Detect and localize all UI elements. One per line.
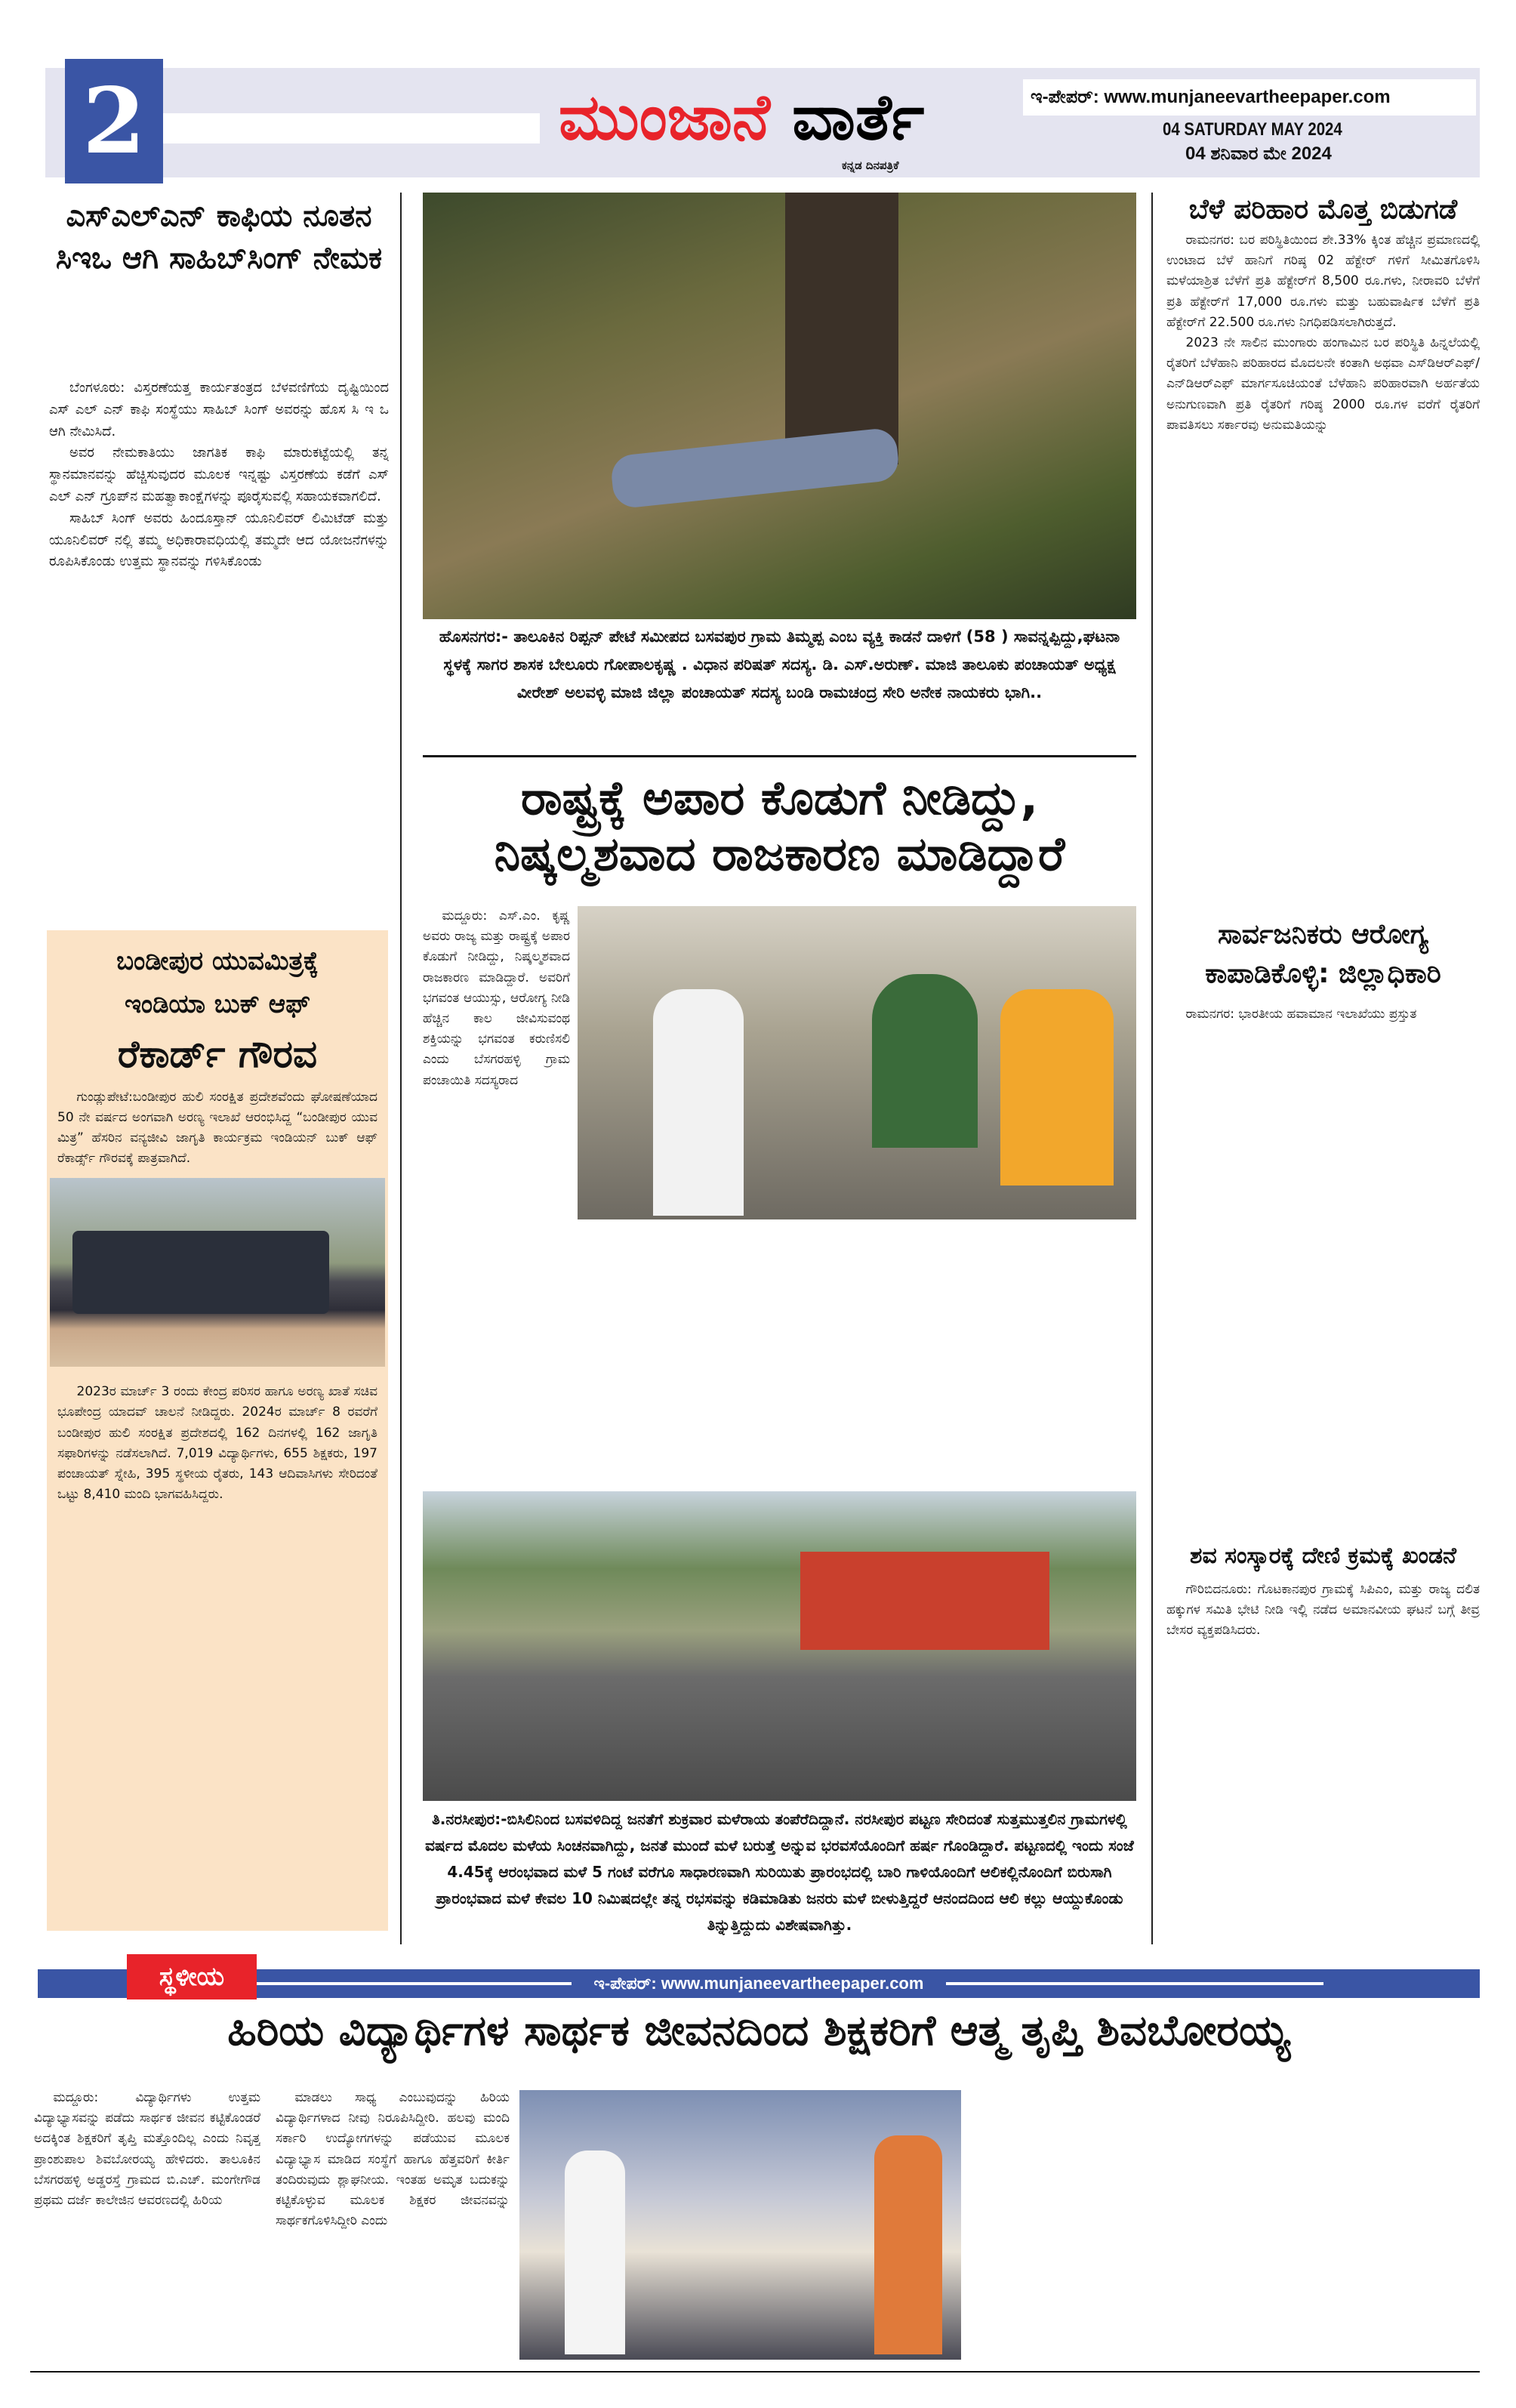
cremation-body <box>1166 1580 1480 1935</box>
bottom-headline: ಹಿರಿಯ ವಿದ್ಯಾರ್ಥಿಗಳ ಸಾರ್ಥಕ ಜೀವನದಿಂದ ಶಿಕ್ಷಕರಿಗೆ ಆತ್ಮ ತೃಪ್ತಿ ಶಿವಬೋರಯ್ಯ <box>227 2006 1290 2055</box>
date-english: 04 SATURDAY MAY 2024 <box>1163 119 1342 140</box>
truck-shape <box>800 1552 1049 1650</box>
bottom-col4 <box>1234 2088 1480 2367</box>
header-white-strip <box>162 113 540 143</box>
bandipur-headline-1: ಬಂಡೀಪುರ ಯುವಮಿತ್ರಕ್ಕೆ <box>116 946 319 976</box>
shrine-garland <box>872 974 978 1148</box>
accident-caption: ಹೊಸನಗರ:- ತಾಲೂಕಿನ ರಿಪ್ಪನ್ ಪೇಟೆ ಸಮೀಪದ ಬಸವಪುರ ಗ್ರಾಮ ತಿಮ್ಮಪ್ಪ ಎಂಬ ವ್ಯಕ್ತಿ ಕಾಡನೆ ದಾಳಿಗೆ (58 ) ಸಾವನ್ನಪ್ಪಿದ್ದು,ಘಟನಾ ಸ್ಥಳಕ್ಕೆ ಸಾಗರ ಶಾಸಕ ಬೇಲೂರು ಗೋಪಾಲಕೃಷ್ಣ . ವಿಧಾನ ಪರಿಷತ್ ಸದಸ್ಯ. ಡಿ. ಎಸ್.ಅರುಣ್. ಮಾಜಿ ತಾಲೂಕು ಪಂಚಾಯತ್ ಅಧ್ಯಕ್ಷ ವೀರೇಶ್ ಅಲವಳ್ಳಿ ಮಾಜಿ ಜಿಲ್ಲಾ ಪಂಚಾಯತ್ ಸದಸ್ಯ ಬಂಡಿ ರಾಮಚಂದ್ರ ಸೇರಿ ಅನೇಕ ನಾಯಕರು ಭಾಗಿ.. <box>439 627 1120 701</box>
page-bottom-rule <box>30 2371 1480 2373</box>
bottom-event-photo <box>519 2090 961 2360</box>
sln-paragraph: ಸಾಹಿಬ್ ಸಿಂಗ್ ಅವರು ಹಿಂದೂಸ್ತಾನ್ ಯೂನಿಲಿವರ್ ಲಿಮಿಟೆಡ್ ಮತ್ತು ಯೂನಿಲಿವರ್ ನಲ್ಲಿ ತಮ್ಮ ಅಧಿಕಾರಾವಧಿಯಲ್ಲಿ ತಮ್ಮದೇ ಆದ ಯೋಜನೆಗಳನ್ನು ರೂಪಿಸಿಕೊಂಡು ಉತ್ತಮ ಸ್ಥಾನವನ್ನು ಗಳಿಸಿಕೊಂಡು <box>49 510 389 570</box>
sln-paragraph: ಬೆಂಗಳೂರು: ವಿಸ್ತರಣೆಯತ್ತ ಕಾರ್ಯತಂತ್ರದ ಬೆಳವಣಿಗೆಯ ದೃಷ್ಟಿಯಿಂದ ಎಸ್ ಎಲ್ ಎನ್ ಕಾಫಿ ಸಂಸ್ಥೆಯು ಸಾಹಿಬ್ ಸಿಂಗ್ ಅವರನ್ನು ಹೊಸ ಸಿ ಇ ಒ ಆಗಿ ನೇಮಿಸಿದೆ. <box>49 380 389 439</box>
divider <box>423 755 1136 757</box>
section-tag: ಸ್ಥಳೀಯ <box>127 1954 257 1999</box>
bandipur-body <box>47 1367 388 1520</box>
bus-shape <box>72 1231 329 1314</box>
masthead-logo <box>559 76 1012 159</box>
crop-paragraph: ರಾಮನಗರ: ಬರ ಪರಿಸ್ಥಿತಿಯಿಂದ ಶೇ.33% ಕ್ಕಿಂತ ಹೆಚ್ಚಿನ ಪ್ರಮಾಣದಲ್ಲಿ ಉಂಟಾದ ಬೆಳೆ ಹಾನಿಗೆ ಗರಿಷ್ಠ 02 ಹೆಕ್ಟೇರ್ ಗಳಿಗೆ ಸೀಮಿತಗೊಳಿಸಿ ಮಳೆಯಾಶ್ರಿತ ಬೆಳೆಗೆ ಪ್ರತಿ ಹೆಕ್ಟೇರ್‌ಗೆ 8,500 ರೂ.ಗಳು, ನೀರಾವರಿ ಬೆಳೆಗೆ ಪ್ರತಿ ಹೆಕ್ಟೇರ್‌ಗೆ 17,000 ರೂ.ಗಳು ಮತ್ತು ಬಹುವಾರ್ಷಿಕ ಬೆಳೆಗೆ ಪ್ರತಿ ಹೆಕ್ಟೇರ್‌ಗೆ 22.500 ರೂ.ಗಳು ನಿಗಧಿಪಡಿಸಲಾಗಿರುತ್ತದೆ. <box>1166 233 1480 330</box>
cremation-headline: ಶವ ಸಂಸ್ಕಾರಕ್ಕೆ ದೇಣಿ ಕ್ರಮಕ್ಕೆ ಖಂಡನೆ <box>1190 1543 1456 1569</box>
smk-headline-2: ನಿಷ್ಕಲ್ಮಶವಾದ ರಾಜಕಾರಣ ಮಾಡಿದ್ದಾರೆ <box>494 826 1065 882</box>
health-body <box>1166 1004 1480 1533</box>
band-epaper-link[interactable]: ಇ-ಪೇಪರ್: www.munjaneevartheepaper.com <box>593 1974 924 1993</box>
masthead-tagline: ಕನ್ನಡ ದಿನಪತ್ರಿಕೆ <box>842 159 899 172</box>
crop-body <box>1166 230 1480 906</box>
column-divider <box>400 193 402 1944</box>
person-figure <box>565 2151 625 2354</box>
bandipur-headline-2: ಇಂಡಿಯಾ ಬುಕ್ ಆಫ್ <box>124 988 311 1019</box>
masthead-part1: ಮುಂಜಾನೆ <box>559 80 770 154</box>
smk-headline-1: ರಾಷ್ಟ್ರಕ್ಕೆ ಅಪಾರ ಕೊಡುಗೆ ನೀಡಿದ್ದು, <box>521 770 1038 825</box>
person-figure <box>653 989 744 1216</box>
person-figure <box>874 2135 942 2354</box>
date-kannada: 04 ಶನಿವಾರ ಮೇ 2024 <box>1185 143 1332 164</box>
tree-trunk <box>785 193 898 464</box>
bandipur-bus-photo <box>50 1178 385 1367</box>
sln-paragraph: ಅವರ ನೇಮಕಾತಿಯು ಜಾಗತಿಕ ಕಾಫಿ ಮಾರುಕಟ್ಟೆಯಲ್ಲಿ ತನ್ನ ಸ್ಥಾನಮಾನವನ್ನು ಹೆಚ್ಚಿಸುವುದರ ಮೂಲಕ ಇನ್ನಷ್ಟು ವಿಸ್ತರಣೆಯ ಕಡೆಗೆ ಎಸ್ ಎಲ್ ಎನ್ ಗ್ರೂಪ್‌ನ ಮಹತ್ವಾಕಾಂಕ್ಷೆಗಳನ್ನು ಪೂರೈಸುವಲ್ಲಿ ಸಹಾಯಕವಾಗಲಿದೆ. <box>49 445 389 504</box>
page-number: 2 <box>65 59 163 183</box>
bandipur-lead-text: ಗುಂಡ್ಲುಪೇಟೆ:ಬಂಡೀಪುರ ಹುಲಿ ಸಂರಕ್ಷಿತ ಪ್ರದೇಶವೆಂದು ಘೋಷಣೆಯಾದ 50 ನೇ ವರ್ಷದ ಅಂಗವಾಗಿ ಅರಣ್ಯ ಇಲಾಖೆ ಆರಂಭಿಸಿದ್ದ “ಬಂಡೀಪುರ ಯುವ ಮಿತ್ರ” ಹೆಸರಿನ ವನ್ಯಜೀವಿ ಜಾಗೃತಿ ಕಾರ್ಯಕ್ರಮ ಇಂಡಿಯನ್ ಬುಕ್ ಆಫ್ ರೆಕಾರ್ಡ್ಸ್ ಗೌರವಕ್ಕೆ ಪಾತ್ರವಾಗಿದೆ. <box>57 1089 377 1167</box>
bandipur-box <box>47 930 388 1931</box>
band-line <box>946 1982 1323 1985</box>
smk-lead: ಮದ್ದೂರು: ಎಸ್.ಎಂ. ಕೃಷ್ಣ ಅವರು ರಾಜ್ಯ ಮತ್ತು ರಾಷ್ಟ್ರಕ್ಕೆ ಅಪಾರ ಕೊಡುಗೆ ನೀಡಿದ್ದು, ನಿಷ್ಕಲ್ಮಶವಾದ ರಾಜಕಾರಣ ಮಾಡಿದ್ದಾರೆ. ಅವರಿಗೆ ಭಗವಂತ ಆಯುಸ್ಸು, ಆರೋಗ್ಯ ನೀಡಿ ಹೆಚ್ಚಿನ ಕಾಲ ಜೀವಿಸುವಂಥ ಶಕ್ತಿಯನ್ನು ಭಗವಂತ ಕರುಣಿಸಲಿ ಎಂದು ಬೆಸಗರಹಳ್ಳಿ ಗ್ರಾಮ ಪಂಚಾಯಿತಿ ಸದಸ್ಯರಾದ <box>423 908 570 1088</box>
cremation-lead: ಗೌರಿಬಿದನೂರು: ಗೊಟಕಾನಪುರ ಗ್ರಾಮಕ್ಕೆ ಸಿಪಿಎಂ, ಮತ್ತು ರಾಜ್ಯ ದಲಿತ ಹಕ್ಕುಗಳ ಸಮಿತಿ ಭೇಟಿ ನೀಡಿ ಇಲ್ಲಿ ನಡೆದ ಅಮಾನವೀಯ ಘಟನೆ ಬಗ್ಗೆ ತೀವ್ರ ಬೇಸರ ವ್ಯಕ್ತಪಡಿಸಿದರು. <box>1166 1582 1480 1639</box>
accident-site-photo <box>423 193 1136 619</box>
bandipur-body-text: 2023ರ ಮಾರ್ಚ್ 3 ರಂದು ಕೇಂದ್ರ ಪರಿಸರ ಹಾಗೂ ಅರಣ್ಯ ಖಾತೆ ಸಚಿವ ಭೂಪೇಂದ್ರ ಯಾದವ್ ಚಾಲನೆ ನೀಡಿದ್ದರು. 2024ರ ಮಾರ್ಚ್ 8 ರವರೆಗೆ ಬಂಡೀಪುರ ಹುಲಿ ಸಂರಕ್ಷಿತ ಪ್ರದೇಶದಲ್ಲಿ 162 ದಿನಗಳಲ್ಲಿ 162 ಜಾಗೃತಿ ಸಫಾರಿಗಳನ್ನು ನಡೆಸಲಾಗಿದೆ. 7,019 ವಿದ್ಯಾರ್ಥಿಗಳು, 655 ಶಿಕ್ಷಕರು, 197 ಪಂಚಾಯತ್ ಸ್ನೇಹಿ, 395 ಸ್ಥಳೀಯ ರೈತರು, 143 ಆದಿವಾಸಿಗಳು ಸೇರಿದಂತೆ ಒಟ್ಟು 8,410 ಮಂದಿ ಭಾಗವಹಿಸಿದ್ದರು. <box>57 1384 377 1503</box>
bottom-col1-text: ಮದ್ದೂರು: ವಿದ್ಯಾರ್ಥಿಗಳು ಉತ್ತಮ ವಿದ್ಯಾಭ್ಯಾಸವನ್ನು ಪಡೆದು ಸಾರ್ಥಕ ಜೀವನ ಕಟ್ಟಿಕೊಂಡರೆ ಅದಕ್ಕಿಂತ ಶಿಕ್ಷಕರಿಗೆ ತೃಪ್ತಿ ಮತ್ತೊಂದಿಲ್ಲ ಎಂದು ನಿವೃತ್ತ ಪ್ರಾಂಶುಪಾಲ ಶಿವಬೋರಯ್ಯ ಹೇಳಿದರು. ತಾಲೂಕಿನ ಬೆಸಗರಹಳ್ಳಿ ಅಡ್ಡರಸ್ತೆ ಗ್ರಾಮದ ಬಿ.ಎಚ್. ಮಂಗೇಗೌಡ ಪ್ರಥಮ ದರ್ಜೆ ಕಾಲೇಜಿನ ಆವರಣದಲ್ಲಿ ಹಿರಿಯ <box>34 2090 260 2208</box>
person-figure <box>609 427 900 509</box>
epaper-link[interactable]: ಇ-ಪೇಪರ್: www.munjaneevartheepaper.com <box>1023 79 1476 116</box>
bottom-col2-text: ಮಾಡಲು ಸಾಧ್ಯ ಎಂಬುವುದನ್ನು ಹಿರಿಯ ವಿದ್ಯಾರ್ಥಿಗಳಾದ ನೀವು ನಿರೂಪಿಸಿದ್ದೀರಿ. ಹಲವು ಮಂದಿ ಸರ್ಕಾರಿ ಉದ್ಯೋಗಗಳನ್ನು ಪಡೆಯುವ ಮೂಲಕ ವಿದ್ಯಾಭ್ಯಾಸ ಮಾಡಿದ ಸಂಸ್ಥೆಗೆ ಹಾಗೂ ಹೆತ್ತವರಿಗೆ ಕೀರ್ತಿ ತಂದಿರುವುದು ಶ್ಲಾಘನೀಯ. ಇಂತಹ ಅಮೃತ ಬದುಕನ್ನು ಕಟ್ಟಿಕೊಳ್ಳುವ ಮೂಲಕ ಶಿಕ್ಷಕರ ಜೀವನವನ್ನು ಸಾರ್ಥಕಗೊಳಿಸಿದ್ದೀರಿ ಎಂದು <box>276 2090 510 2229</box>
smk-headline <box>423 770 1136 883</box>
crop-headline: ಬೆಳೆ ಪರಿಹಾರ ಮೊತ್ತ ಬಿಡುಗಡೆ <box>1188 194 1458 225</box>
person-figure <box>1000 989 1114 1186</box>
bottom-col2 <box>276 2088 510 2367</box>
sln-headline: ಎಸ್‌ಎಲ್‌ಎನ್ ಕಾಫಿಯ ನೂತನ ಸಿಇಒ ಆಗಿ ಸಾಹಿಬ್‌ಸಿಂಗ್ ನೇಮಕ <box>55 199 383 276</box>
rain-caption: ತಿ.ನರಸೀಪುರ:-ಬಿಸಿಲಿನಿಂದ ಬಸವಳಿದಿದ್ದ ಜನತೆಗೆ ಶುಕ್ರವಾರ ಮಳೆರಾಯ ತಂಪೆರೆದಿದ್ದಾನೆ. ನರಸೀಪುರ ಪಟ್ಟಣ ಸೇರಿದಂತೆ ಸುತ್ತಮುತ್ತಲಿನ ಗ್ರಾಮಗಳಲ್ಲಿ ವರ್ಷದ ಮೊದಲ ಮಳೆಯ ಸಿಂಚನವಾಗಿದ್ದು, ಜನತೆ ಮುಂದೆ ಮಳೆ ಬರುತ್ತೆ ಅನ್ನುವ ಭರವಸೆಯೊಂದಿಗೆ ಹರ್ಷ ಗೊಂಡಿದ್ದಾರೆ. ಪಟ್ಟಣದಲ್ಲಿ ಇಂದು ಸಂಜೆ 4.45ಕ್ಕೆ ಆರಂಭವಾದ ಮಳೆ 5 ಗಂಟೆ ವರೆಗೂ ಸಾಧಾರಣವಾಗಿ ಸುರಿಯಿತು ಪ್ರಾರಂಭದಲ್ಲಿ ಬಾರಿ ಗಾಳಿಯೊಂದಿಗೆ ಆಲಿಕಲ್ಲಿನೊಂದಿಗೆ ಬಿರುಸಾಗಿ ಪ್ರಾರಂಭವಾದ ಮಳೆ ಕೇವಲ 10 ನಿಮಿಷದಲ್ಲೇ ತನ್ನ ರಭಸವನ್ನು ಕಡಿಮಾಡಿತು ಜನರು ಮಳೆ ಬೀಳುತ್ತಿದ್ದರೆ ಆನಂದದಿಂದ ಆಲಿ ಕಲ್ಲು ಆಯ್ದುಕೊಂಡು ತಿನ್ನುತ್ತಿದ್ದುದು ವಿಶೇಷವಾಗಿತ್ತು. <box>425 1810 1134 1934</box>
sln-body <box>49 378 389 914</box>
column-divider <box>1151 193 1153 1944</box>
health-lead: ರಾಮನಗರ: ಭಾರತೀಯ ಹವಾಮಾನ ಇಲಾಖೆಯು ಪ್ರಸ್ತುತ <box>1185 1007 1417 1022</box>
crop-paragraph: 2023 ನೇ ಸಾಲಿನ ಮುಂಗಾರು ಹಂಗಾಮಿನ ಬರ ಪರಿಸ್ಥಿತಿ ಹಿನ್ನಲೆಯಲ್ಲಿ ರೈತರಿಗೆ ಬೆಳೆಹಾನಿ ಪರಿಹಾರದ ಮೊದಲನೇ ಕಂತಾಗಿ ಅಥವಾ ಎಸ್‌ಡಿಆರ್‌ಎಫ್/ಎನ್‌ಡಿಆರ್‌ಎಫ್ ಮಾರ್ಗಸೂಚಿಯಂತೆ ಬೆಳೆಹಾನಿ ಪರಿಹಾರವಾಗಿ ಅರ್ಹತೆಯ ಅನುಗುಣವಾಗಿ ಪ್ರತಿ ರೈತರಿಗೆ ಗರಿಷ್ಠ 2000 ರೂ.ಗಳ ವರೆಗೆ ರೈತರಿಗೆ ಪಾವತಿಸಲು ಸರ್ಕಾರವು ಅನುಮತಿಯನ್ನು <box>1166 335 1480 433</box>
bottom-col1 <box>34 2088 260 2367</box>
smk-body <box>423 906 570 1465</box>
bottom-col3 <box>974 2088 1223 2367</box>
smk-event-photo <box>578 906 1136 1219</box>
bandipur-lead <box>47 1078 388 1179</box>
health-headline: ಸಾರ್ವಜನಿಕರು ಆರೋಗ್ಯ ಕಾಪಾಡಿಕೊಳ್ಳಿ: ಜಿಲ್ಲಾಧಿಕಾರಿ <box>1205 919 1441 990</box>
masthead-part2: ವಾರ್ತೆ <box>792 80 925 154</box>
rain-street-photo <box>423 1491 1136 1801</box>
bandipur-headline-3: ರೆಕಾರ್ಡ್ ಗೌರವ <box>117 1032 318 1076</box>
